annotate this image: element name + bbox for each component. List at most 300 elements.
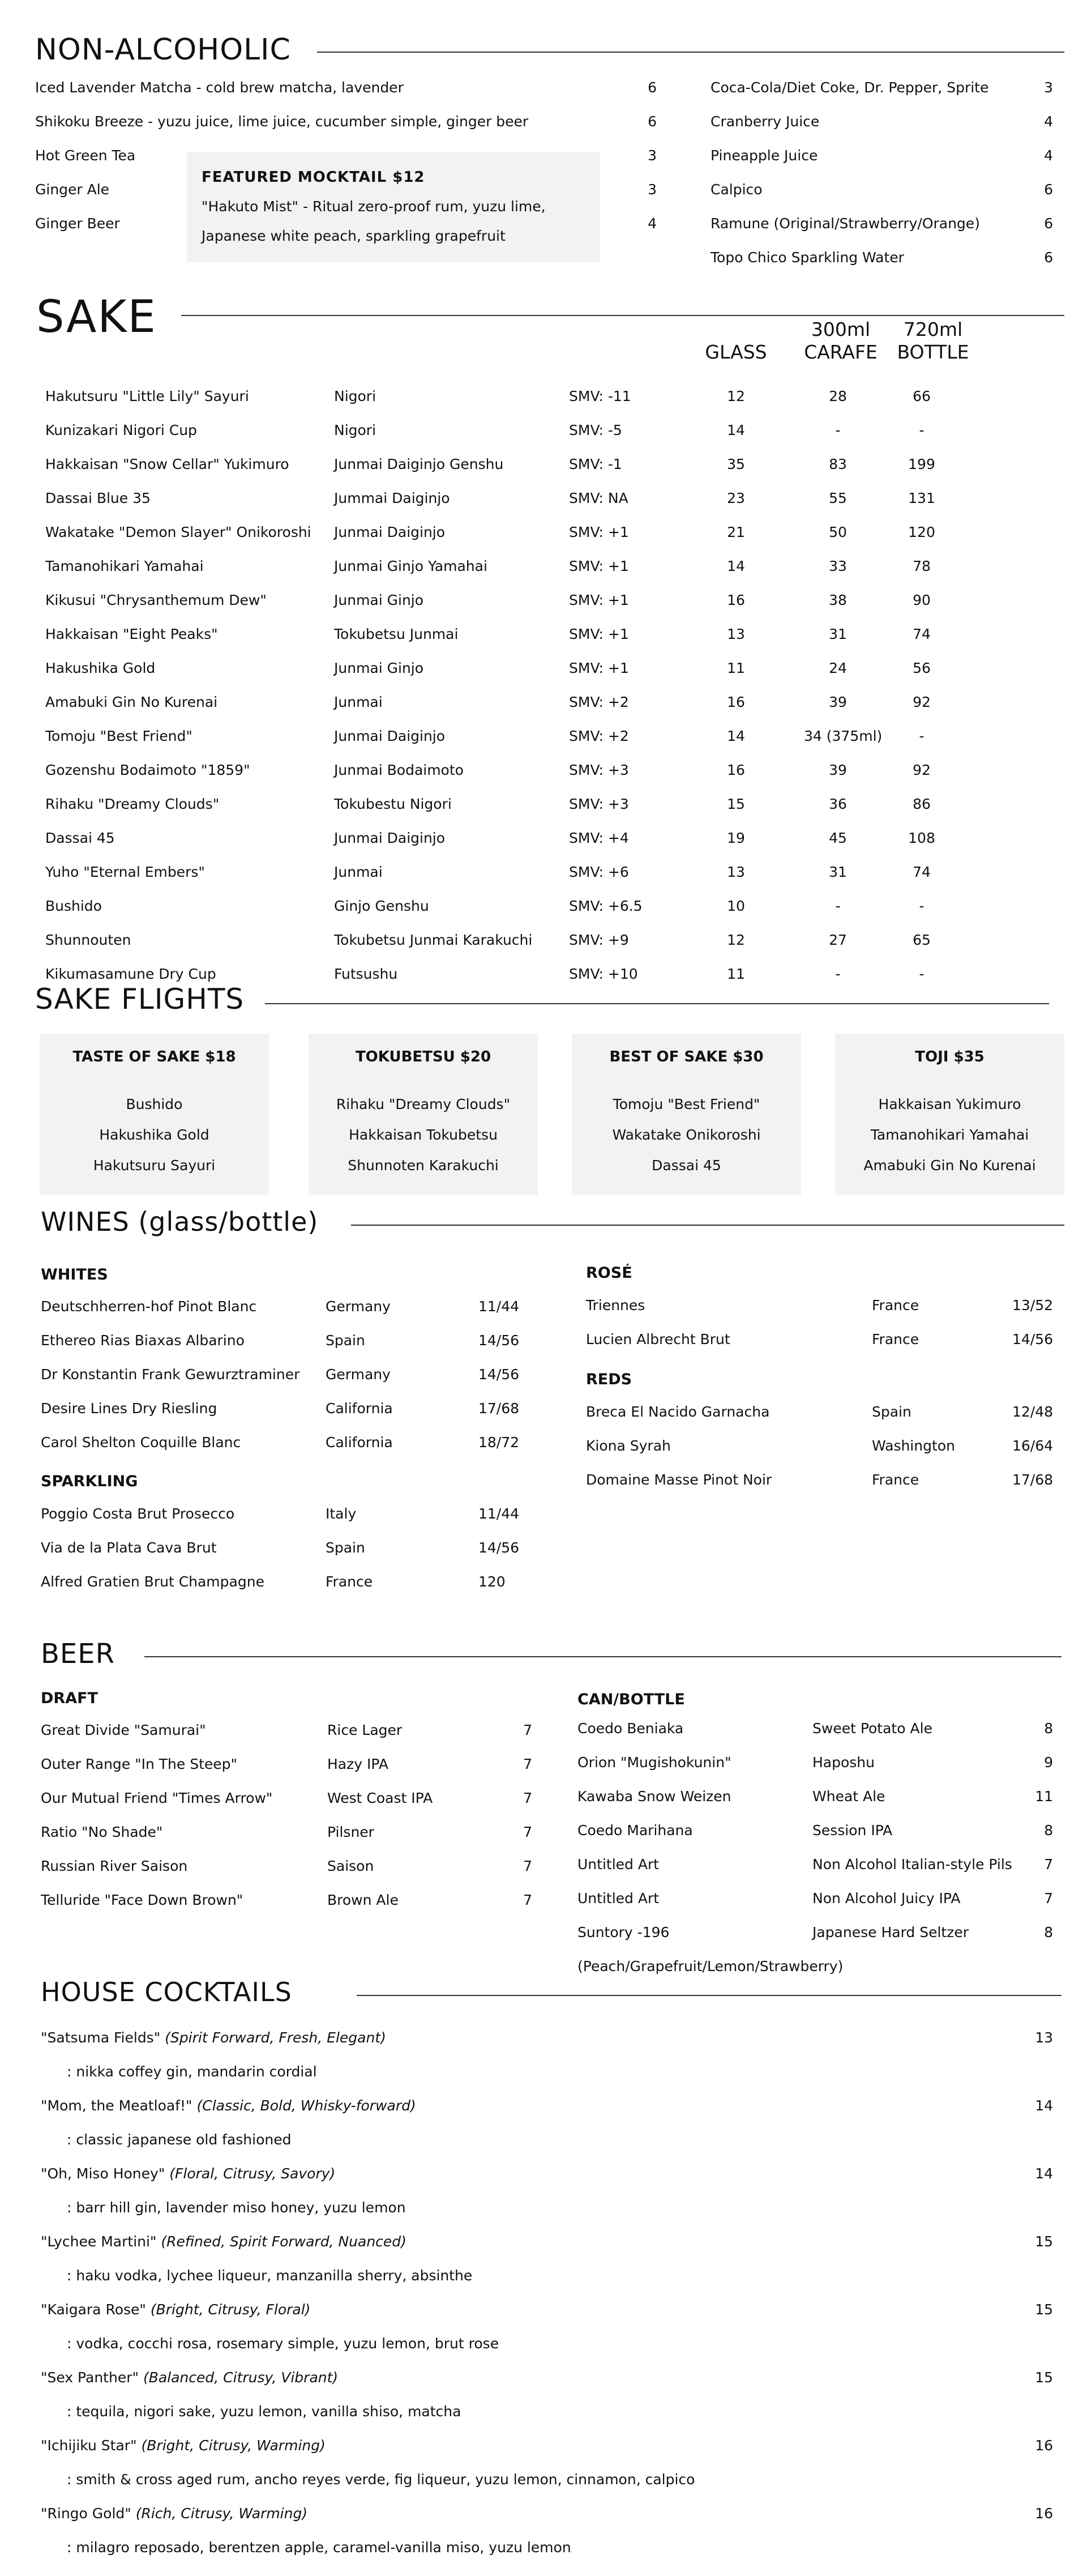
wine-name: Desire Lines Dry Riesling — [41, 1400, 217, 1417]
sake-carafe-price: - — [835, 898, 841, 914]
sake-glass-price: 13 — [727, 864, 745, 880]
wine-name: Dr Konstantin Frank Gewurztraminer — [41, 1366, 300, 1383]
sake-carafe-price: 50 — [829, 524, 847, 540]
sake-name: Gozenshu Bodaimoto "1859" — [45, 762, 250, 778]
wine-region: France — [326, 1573, 373, 1590]
sake-smv: SMV: +3 — [569, 796, 629, 812]
sake-glass-price: 10 — [727, 898, 745, 914]
beer-name: Coedo Marihana — [577, 1822, 693, 1839]
drink-name: Topo Chico Sparkling Water — [711, 249, 904, 266]
wine-region: Spain — [326, 1332, 365, 1349]
sake-glass-price: 16 — [727, 762, 745, 778]
sake-smv: SMV: +6 — [569, 864, 629, 880]
cocktail-description: : haku vodka, lychee liqueur, manzanilla sherry, absinthe — [67, 2267, 473, 2284]
beer-name: Russian River Saison — [41, 1858, 188, 1874]
sake-col-carafe: CARAFE — [804, 341, 878, 363]
sake-smv: SMV: NA — [569, 490, 628, 506]
beer-style: Wheat Ale — [812, 1788, 885, 1805]
sake-bottle-price: - — [919, 966, 925, 982]
beer-style: Hazy IPA — [327, 1756, 388, 1772]
drink-price: 4 — [1044, 147, 1053, 164]
sake-flight-card — [572, 1034, 801, 1195]
wine-name: Triennes — [586, 1297, 645, 1313]
cocktail-tags: (Floral, Citrusy, Savory) — [169, 2165, 336, 2182]
wine-group-label: ROSÉ — [586, 1264, 632, 1282]
sake-name: Wakatake "Demon Slayer" Onikoroshi — [45, 524, 311, 540]
cocktail-name: "Lychee Martini" — [41, 2233, 157, 2250]
sake-smv: SMV: -1 — [569, 456, 622, 472]
cocktail-price: 15 — [1035, 2301, 1053, 2318]
beer-style: Saison — [327, 1858, 374, 1874]
beer-price: 11 — [1035, 1788, 1053, 1805]
wine-price: 12/48 — [1012, 1404, 1053, 1420]
sake-smv: SMV: -5 — [569, 422, 622, 438]
wine-price: 16/64 — [1012, 1438, 1053, 1454]
wine-name: Poggio Costa Brut Prosecco — [41, 1505, 235, 1522]
drink-name: Hot Green Tea — [35, 147, 136, 164]
beer-style: Pilsner — [327, 1824, 374, 1840]
wine-region: France — [872, 1297, 919, 1313]
sake-bottle-price: - — [919, 728, 925, 744]
sake-col-bottle-size: 720ml — [903, 318, 963, 340]
beer-name: Our Mutual Friend "Times Arrow" — [41, 1790, 273, 1806]
beer-style: Brown Ale — [327, 1892, 399, 1908]
sake-type: Futsushu — [334, 966, 398, 982]
sake-carafe-price: 34 (375ml) — [804, 728, 883, 744]
cocktail-tags: (Balanced, Citrusy, Vibrant) — [143, 2369, 339, 2386]
sake-name: Tomoju "Best Friend" — [45, 728, 192, 744]
sake-flight-item: Tamanohikari Yamahai — [870, 1127, 1029, 1143]
beer-group-label: CAN/BOTTLE — [577, 1691, 685, 1708]
sake-name: Hakutsuru "Little Lily" Sayuri — [45, 388, 249, 404]
beer-name: Great Divide "Samurai" — [41, 1722, 206, 1738]
featured-mocktail-box — [187, 152, 600, 262]
sake-carafe-price: 55 — [829, 490, 847, 506]
sake-flight-card — [40, 1034, 269, 1195]
sake-glass-price: 35 — [727, 456, 745, 472]
sake-name: Hakkaisan "Eight Peaks" — [45, 626, 218, 642]
sake-glass-price: 19 — [727, 830, 745, 846]
beer-name: Kawaba Snow Weizen — [577, 1788, 731, 1805]
cocktail-description: : vodka, cocchi rosa, rosemary simple, yuzu lemon, brut rose — [67, 2335, 499, 2352]
sake-name: Kunizakari Nigori Cup — [45, 422, 197, 438]
drink-price: 3 — [648, 147, 657, 164]
sake-glass-price: 12 — [727, 932, 745, 948]
featured-mocktail-title: FEATURED MOCKTAIL $12 — [202, 169, 425, 186]
sake-flight-item: Wakatake Onikoroshi — [612, 1127, 761, 1143]
drink-price: 4 — [1044, 113, 1053, 130]
cocktail-description: : barr hill gin, lavender miso honey, yuzu lemon — [67, 2199, 406, 2216]
cocktail-price: 15 — [1035, 2233, 1053, 2250]
sake-glass-price: 21 — [727, 524, 745, 540]
sake-carafe-price: 31 — [829, 864, 847, 880]
cocktail-name: "Kaigara Rose" — [41, 2301, 146, 2318]
wine-price: 14/56 — [1012, 1331, 1053, 1347]
sake-flight-item: Amabuki Gin No Kurenai — [863, 1157, 1036, 1174]
sake-type: Junmai Ginjo — [334, 592, 424, 608]
sake-carafe-price: 27 — [829, 932, 847, 948]
cocktail-tags: (Bright, Citrusy, Warming) — [141, 2437, 326, 2454]
drink-name: Iced Lavender Matcha - cold brew matcha, lavender — [35, 79, 404, 96]
sake-bottle-price: 56 — [913, 660, 931, 676]
beer-style: Sweet Potato Ale — [812, 1720, 932, 1737]
drink-price: 6 — [648, 79, 657, 96]
drink-name: Ginger Beer — [35, 215, 120, 232]
cocktail-price: 15 — [1035, 2369, 1053, 2386]
sake-bottle-price: 199 — [908, 456, 935, 472]
sake-flight-title: BEST OF SAKE $30 — [609, 1048, 764, 1065]
cocktail-description: : tequila, nigori sake, yuzu lemon, vanilla shiso, matcha — [67, 2403, 461, 2420]
sake-bottle-price: - — [919, 898, 925, 914]
drink-price: 6 — [1044, 181, 1053, 198]
beer-note: (Peach/Grapefruit/Lemon/Strawberry) — [577, 1958, 844, 1974]
cocktail-price: 14 — [1035, 2097, 1053, 2114]
cocktail-name: "Ringo Gold" — [41, 2505, 131, 2522]
wine-region: Spain — [326, 1539, 365, 1556]
sake-type: Junmai Ginjo Yamahai — [334, 558, 487, 574]
cocktail-price: 14 — [1035, 2165, 1053, 2182]
beer-price: 7 — [1044, 1856, 1053, 1873]
sake-type: Jummai Daiginjo — [334, 490, 450, 506]
drink-price: 3 — [648, 181, 657, 198]
wine-region: Italy — [326, 1505, 357, 1522]
sake-col-glass: GLASS — [705, 341, 767, 363]
section-divider — [265, 1003, 1049, 1004]
sake-type: Ginjo Genshu — [334, 898, 429, 914]
sake-smv: SMV: +6.5 — [569, 898, 643, 914]
section-title-sake-flights: SAKE FLIGHTS — [35, 983, 245, 1016]
wine-region: France — [872, 1472, 919, 1488]
beer-style: Non Alcohol Juicy IPA — [812, 1890, 961, 1907]
space — [139, 2369, 143, 2386]
sake-flight-item: Hakkaisan Yukimuro — [878, 1096, 1021, 1112]
cocktail-tags: (Rich, Citrusy, Warming) — [135, 2505, 308, 2522]
sake-flight-item: Hakushika Gold — [99, 1127, 209, 1143]
sake-type: Junmai Daiginjo — [334, 728, 446, 744]
sake-type: Tokubetsu Junmai — [334, 626, 459, 642]
beer-group-label: DRAFT — [41, 1690, 98, 1707]
sake-carafe-price: - — [835, 966, 841, 982]
drink-name: Coca-Cola/Diet Coke, Dr. Pepper, Sprite — [711, 79, 989, 96]
sake-smv: SMV: +2 — [569, 694, 629, 710]
sake-smv: SMV: +4 — [569, 830, 629, 846]
sake-name: Shunnouten — [45, 932, 131, 948]
section-title-beer: BEER — [41, 1638, 115, 1670]
beer-name: Telluride "Face Down Brown" — [41, 1892, 243, 1908]
space — [192, 2097, 197, 2114]
drink-name: Pineapple Juice — [711, 147, 818, 164]
drink-price: 6 — [648, 113, 657, 130]
sake-carafe-price: 33 — [829, 558, 847, 574]
sake-type: Junmai Daiginjo — [334, 830, 446, 846]
sake-bottle-price: 74 — [913, 626, 931, 642]
wine-price: 18/72 — [478, 1434, 520, 1451]
cocktail-title-line — [41, 2165, 335, 2182]
beer-price: 7 — [523, 1722, 532, 1738]
sake-name: Dassai Blue 35 — [45, 490, 151, 506]
sake-glass-price: 16 — [727, 592, 745, 608]
beer-name: Outer Range "In The Steep" — [41, 1756, 238, 1772]
sake-bottle-price: 120 — [908, 524, 935, 540]
sake-flight-item: Hakkaisan Tokubetsu — [349, 1127, 498, 1143]
sake-carafe-price: 83 — [829, 456, 847, 472]
sake-name: Tamanohikari Yamahai — [45, 558, 204, 574]
beer-price: 7 — [523, 1756, 532, 1772]
wine-name: Deutschherren-hof Pinot Blanc — [41, 1298, 257, 1315]
wine-region: Washington — [872, 1438, 955, 1454]
beer-price: 7 — [523, 1790, 532, 1806]
wine-name: Carol Shelton Coquille Blanc — [41, 1434, 241, 1451]
wine-name: Kiona Syrah — [586, 1438, 671, 1454]
sake-glass-price: 16 — [727, 694, 745, 710]
cocktail-description: : classic japanese old fashioned — [67, 2131, 292, 2148]
space — [137, 2437, 142, 2454]
featured-mocktail-line: "Hakuto Mist" - Ritual zero-proof rum, yuzu lime, — [202, 198, 546, 215]
cocktail-tags: (Bright, Citrusy, Floral) — [150, 2301, 311, 2318]
sake-flight-card — [835, 1034, 1064, 1195]
wine-price: 17/68 — [1012, 1472, 1053, 1488]
sake-name: Bushido — [45, 898, 102, 914]
wine-region: California — [326, 1434, 393, 1451]
sake-name: Amabuki Gin No Kurenai — [45, 694, 218, 710]
drink-price: 6 — [1044, 215, 1053, 232]
sake-glass-price: 15 — [727, 796, 745, 812]
sake-bottle-price: 92 — [913, 694, 931, 710]
space — [146, 2301, 151, 2318]
sake-carafe-price: 39 — [829, 762, 847, 778]
sake-flight-item: Shunnoten Karakuchi — [348, 1157, 499, 1174]
sake-type: Tokubestu Nigori — [334, 796, 452, 812]
sake-bottle-price: 86 — [913, 796, 931, 812]
cocktail-title-line — [41, 2369, 338, 2386]
sake-type: Junmai Daiginjo — [334, 524, 446, 540]
wine-price: 11/44 — [478, 1505, 520, 1522]
wine-group-label: WHITES — [41, 1266, 108, 1283]
wine-name: Lucien Albrecht Brut — [586, 1331, 730, 1347]
sake-flight-item: Rihaku "Dreamy Clouds" — [336, 1096, 511, 1112]
section-divider — [181, 315, 1064, 316]
wine-price: 14/56 — [478, 1366, 520, 1383]
wine-name: Domaine Masse Pinot Noir — [586, 1472, 772, 1488]
beer-price: 7 — [523, 1824, 532, 1840]
section-divider — [357, 1995, 1062, 1996]
cocktail-tags: (Classic, Bold, Whisky-forward) — [196, 2097, 416, 2114]
sake-smv: SMV: +1 — [569, 592, 629, 608]
cocktail-tags: (Refined, Spirit Forward, Nuanced) — [161, 2233, 406, 2250]
sake-glass-price: 13 — [727, 626, 745, 642]
beer-name: Untitled Art — [577, 1856, 660, 1873]
beer-name: Orion "Mugishokunin" — [577, 1754, 731, 1771]
cocktail-title-line — [41, 2233, 406, 2250]
sake-carafe-price: - — [835, 422, 841, 438]
sake-col-bottle: BOTTLE — [897, 341, 969, 363]
sake-carafe-price: 24 — [829, 660, 847, 676]
cocktail-price: 13 — [1035, 2029, 1053, 2046]
drink-name: Cranberry Juice — [711, 113, 820, 130]
beer-price: 8 — [1044, 1822, 1053, 1839]
cocktail-name: "Satsuma Fields" — [41, 2029, 161, 2046]
wine-name: Via de la Plata Cava Brut — [41, 1539, 217, 1556]
wine-price: 14/56 — [478, 1332, 520, 1349]
sake-smv: SMV: +1 — [569, 626, 629, 642]
sake-bottle-price: 92 — [913, 762, 931, 778]
sake-flight-item: Bushido — [126, 1096, 183, 1112]
wine-price: 14/56 — [478, 1539, 520, 1556]
cocktail-description: : smith & cross aged rum, ancho reyes verde, fig liqueur, yuzu lemon, cinnamon, calpico — [67, 2471, 695, 2488]
wine-group-label: SPARKLING — [41, 1473, 138, 1490]
cocktail-title-line — [41, 2505, 307, 2522]
beer-style: West Coast IPA — [327, 1790, 433, 1806]
sake-name: Hakushika Gold — [45, 660, 156, 676]
sake-type: Tokubetsu Junmai Karakuchi — [334, 932, 533, 948]
sake-name: Kikusui "Chrysanthemum Dew" — [45, 592, 267, 608]
wine-price: 17/68 — [478, 1400, 520, 1417]
wine-region: Germany — [326, 1366, 391, 1383]
sake-type: Junmai — [334, 864, 383, 880]
wine-group-label: REDS — [586, 1371, 632, 1388]
sake-smv: SMV: +1 — [569, 660, 629, 676]
sake-bottle-price: 65 — [913, 932, 931, 948]
sake-type: Junmai Daiginjo Genshu — [334, 456, 504, 472]
drink-name: Ginger Ale — [35, 181, 110, 198]
cocktail-description: : nikka coffey gin, mandarin cordial — [67, 2063, 317, 2080]
wine-name: Ethereo Rias Biaxas Albarino — [41, 1332, 245, 1349]
section-divider — [144, 1656, 1062, 1657]
beer-price: 7 — [523, 1892, 532, 1908]
section-title-wines: WINES (glass/bottle) — [41, 1206, 319, 1237]
beer-price: 9 — [1044, 1754, 1053, 1771]
sake-bottle-price: 74 — [913, 864, 931, 880]
section-divider — [317, 52, 1064, 53]
sake-type: Nigori — [334, 422, 376, 438]
sake-bottle-price: - — [919, 422, 925, 438]
sake-flight-item: Hakutsuru Sayuri — [93, 1157, 216, 1174]
cocktail-description: : milagro reposado, berentzen apple, caramel-vanilla miso, yuzu lemon — [67, 2539, 571, 2556]
beer-price: 7 — [523, 1858, 532, 1874]
wine-region: Germany — [326, 1298, 391, 1315]
sake-type: Nigori — [334, 388, 376, 404]
sake-bottle-price: 66 — [913, 388, 931, 404]
cocktail-price: 16 — [1035, 2505, 1053, 2522]
cocktail-name: "Ichijiku Star" — [41, 2437, 137, 2454]
beer-name: Ratio "No Shade" — [41, 1824, 163, 1840]
sake-smv: SMV: +2 — [569, 728, 629, 744]
sake-bottle-price: 90 — [913, 592, 931, 608]
cocktail-title-line — [41, 2097, 416, 2114]
beer-style: Non Alcohol Italian-style Pils — [812, 1856, 1012, 1873]
sake-bottle-price: 108 — [908, 830, 935, 846]
wine-price: 120 — [478, 1573, 506, 1590]
drink-name: Ramune (Original/Strawberry/Orange) — [711, 215, 980, 232]
sake-smv: SMV: +10 — [569, 966, 638, 982]
beer-style: Session IPA — [812, 1822, 893, 1839]
cocktail-title-line — [41, 2301, 310, 2318]
drink-price: 4 — [648, 215, 657, 232]
section-divider — [351, 1225, 1064, 1226]
wine-region: California — [326, 1400, 393, 1417]
sake-glass-price: 14 — [727, 558, 745, 574]
sake-carafe-price: 28 — [829, 388, 847, 404]
sake-glass-price: 11 — [727, 660, 745, 676]
sake-name: Dassai 45 — [45, 830, 115, 846]
sake-glass-price: 11 — [727, 966, 745, 982]
sake-smv: SMV: +1 — [569, 558, 629, 574]
cocktail-price: 16 — [1035, 2437, 1053, 2454]
beer-name: Suntory -196 — [577, 1924, 670, 1940]
sake-carafe-price: 31 — [829, 626, 847, 642]
sake-flight-title: TOJI $35 — [915, 1048, 985, 1065]
beer-style: Rice Lager — [327, 1722, 403, 1738]
beer-name: Untitled Art — [577, 1890, 660, 1907]
wine-region: France — [872, 1331, 919, 1347]
sake-glass-price: 14 — [727, 728, 745, 744]
sake-type: Junmai — [334, 694, 383, 710]
sake-col-carafe-size: 300ml — [811, 318, 871, 340]
cocktail-tags: (Spirit Forward, Fresh, Elegant) — [165, 2029, 386, 2046]
sake-name: Kikumasamune Dry Cup — [45, 966, 216, 982]
space — [131, 2505, 136, 2522]
sake-smv: SMV: +3 — [569, 762, 629, 778]
cocktail-name: "Oh, Miso Honey" — [41, 2165, 165, 2182]
sake-bottle-price: 131 — [908, 490, 935, 506]
sake-glass-price: 14 — [727, 422, 745, 438]
sake-flight-title: TASTE OF SAKE $18 — [72, 1048, 236, 1065]
cocktail-title-line — [41, 2029, 386, 2046]
sake-smv: SMV: +9 — [569, 932, 629, 948]
sake-flight-item: Tomoju "Best Friend" — [613, 1096, 760, 1112]
beer-price: 8 — [1044, 1720, 1053, 1737]
beer-style: Haposhu — [812, 1754, 875, 1771]
sake-carafe-price: 36 — [829, 796, 847, 812]
cocktail-name: "Mom, the Meatloaf!" — [41, 2097, 192, 2114]
sake-carafe-price: 38 — [829, 592, 847, 608]
sake-name: Rihaku "Dreamy Clouds" — [45, 796, 220, 812]
featured-mocktail-line: Japanese white peach, sparkling grapefruit — [202, 228, 506, 244]
sake-flight-item: Dassai 45 — [652, 1157, 721, 1174]
space — [160, 2029, 165, 2046]
drink-name: Shikoku Breeze - yuzu juice, lime juice, cucumber simple, ginger beer — [35, 113, 529, 130]
cocktail-title-line — [41, 2437, 326, 2454]
beer-price: 7 — [1044, 1890, 1053, 1907]
sake-glass-price: 12 — [727, 388, 745, 404]
sake-name: Yuho "Eternal Embers" — [45, 864, 205, 880]
wine-price: 13/52 — [1012, 1297, 1053, 1313]
sake-flight-title: TOKUBETSU $20 — [355, 1048, 491, 1065]
sake-flight-card — [309, 1034, 538, 1195]
section-title-sake: SAKE — [36, 292, 157, 343]
sake-bottle-price: 78 — [913, 558, 931, 574]
drink-price: 6 — [1044, 249, 1053, 266]
beer-price: 8 — [1044, 1924, 1053, 1940]
sake-smv: SMV: -11 — [569, 388, 631, 404]
sake-type: Junmai Ginjo — [334, 660, 424, 676]
wine-price: 11/44 — [478, 1298, 520, 1315]
sake-carafe-price: 39 — [829, 694, 847, 710]
drink-name: Calpico — [711, 181, 763, 198]
wine-name: Breca El Nacido Garnacha — [586, 1404, 770, 1420]
section-title-house-cocktails: HOUSE COCKTAILS — [41, 1977, 292, 2007]
beer-name: Coedo Beniaka — [577, 1720, 684, 1737]
sake-name: Hakkaisan "Snow Cellar" Yukimuro — [45, 456, 289, 472]
sake-type: Junmai Bodaimoto — [334, 762, 464, 778]
wine-region: Spain — [872, 1404, 911, 1420]
sake-carafe-price: 45 — [829, 830, 847, 846]
wine-name: Alfred Gratien Brut Champagne — [41, 1573, 264, 1590]
drink-price: 3 — [1044, 79, 1053, 96]
sake-glass-price: 23 — [727, 490, 745, 506]
beer-style: Japanese Hard Seltzer — [812, 1924, 969, 1940]
sake-smv: SMV: +1 — [569, 524, 629, 540]
